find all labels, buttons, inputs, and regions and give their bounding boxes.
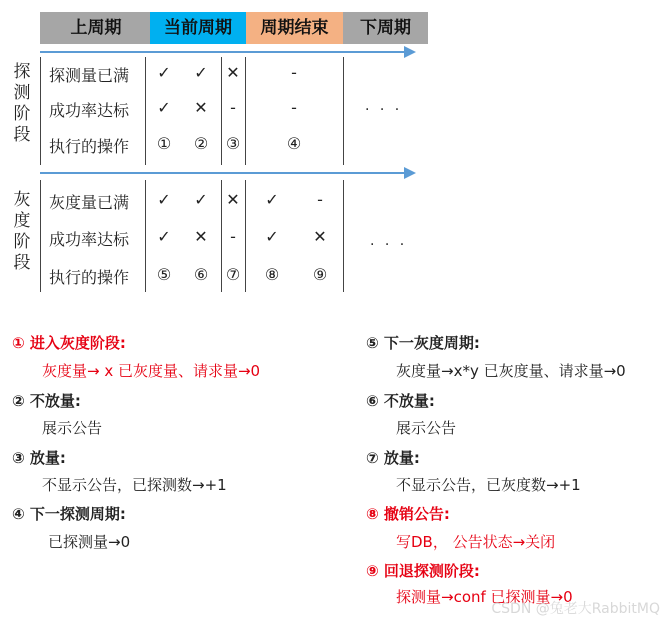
gray-cell: ⑥: [193, 265, 209, 284]
gray-cell: -: [317, 190, 323, 209]
gray-divider-2: [145, 180, 146, 292]
probe-cell: ✓: [157, 98, 171, 117]
note-8-body: 写DB， 公告状态→关闭: [396, 533, 556, 551]
header-next: 下周期: [343, 12, 428, 44]
probe-cell: ✓: [194, 63, 208, 82]
probe-cell: ④: [286, 134, 302, 153]
watermark: CSDN @兔老大RabbitMQ: [491, 601, 660, 617]
gray-row-label-full: 灰度量已满: [49, 193, 130, 212]
probe-ellipsis: · · ·: [365, 102, 403, 118]
probe-row-label-rate: 成功率达标: [49, 101, 130, 120]
gray-divider-5: [343, 180, 344, 292]
gray-row-label-rate: 成功率达标: [49, 230, 130, 249]
note-4-body: 已探测量→0: [48, 533, 131, 551]
note-7-body: 不显示公告，已灰度数→+1: [396, 476, 581, 494]
probe-cell: ✕: [226, 63, 240, 82]
gray-cell: ✓: [194, 190, 208, 209]
gray-divider-1: [40, 180, 41, 292]
gray-cell: ✕: [194, 227, 208, 246]
note-7-title: ⑦ 放量:: [366, 449, 420, 467]
gray-stage-label: 灰 度 阶 段: [13, 190, 31, 273]
gray-cell: ✓: [157, 190, 171, 209]
probe-cell: -: [291, 98, 297, 117]
note-9-body: 探测量→conf 已探测量→0: [396, 588, 573, 606]
probe-divider-1: [40, 57, 41, 165]
probe-row-label-action: 执行的操作: [49, 137, 130, 156]
note-9-title: ⑨ 回退探测阶段:: [366, 562, 480, 580]
gray-cell: ✓: [265, 227, 279, 246]
note-5-body: 灰度量→x*y 已灰度量、请求量→0: [396, 362, 626, 380]
gray-cell: ⑤: [156, 265, 172, 284]
gray-cell: ✓: [157, 227, 171, 246]
gray-timeline-arrow: [40, 172, 406, 174]
note-3-body: 不显示公告，已探测数→+1: [42, 476, 227, 494]
probe-arrow-head-icon: [404, 46, 416, 58]
note-4-title: ④ 下一探测周期:: [12, 505, 126, 523]
gray-cell: ✓: [265, 190, 279, 209]
note-2-body: 展示公告: [42, 419, 103, 437]
probe-row-label-full: 探测量已满: [49, 66, 130, 85]
note-1-body: 灰度量→ x 已灰度量、请求量→0: [42, 362, 261, 380]
probe-cell: -: [291, 63, 297, 82]
gray-cell: ⑧: [264, 265, 280, 284]
header-prev: 上周期: [40, 12, 152, 44]
note-3-title: ③ 放量:: [12, 449, 66, 467]
header-end: 周期结束: [246, 12, 343, 44]
probe-cell: ✕: [194, 98, 208, 117]
note-6-title: ⑥ 不放量:: [366, 392, 435, 410]
probe-timeline-arrow: [40, 51, 406, 53]
gray-cell: -: [230, 227, 236, 246]
probe-cell: ②: [193, 134, 209, 153]
gray-cell: ✕: [226, 190, 240, 209]
note-5-title: ⑤ 下一灰度周期:: [366, 334, 480, 352]
note-8-title: ⑧ 撤销公告:: [366, 505, 450, 523]
note-6-body: 展示公告: [396, 419, 457, 437]
gray-cell: ⑦: [225, 265, 241, 284]
note-1-title: ① 进入灰度阶段:: [12, 334, 126, 352]
header-current: 当前周期: [150, 12, 246, 44]
gray-cell: ✕: [313, 227, 327, 246]
probe-divider-2: [145, 57, 146, 165]
gray-arrow-head-icon: [404, 167, 416, 179]
probe-divider-5: [343, 57, 344, 165]
probe-cell: ③: [225, 134, 241, 153]
probe-cell: -: [230, 98, 236, 117]
gray-cell: ⑨: [312, 265, 328, 284]
gray-ellipsis: · · ·: [370, 237, 408, 253]
probe-stage-label: 探 测 阶 段: [13, 62, 31, 145]
note-2-title: ② 不放量:: [12, 392, 81, 410]
probe-cell: ①: [156, 134, 172, 153]
probe-cell: ✓: [157, 63, 171, 82]
gray-row-label-action: 执行的操作: [49, 268, 130, 287]
